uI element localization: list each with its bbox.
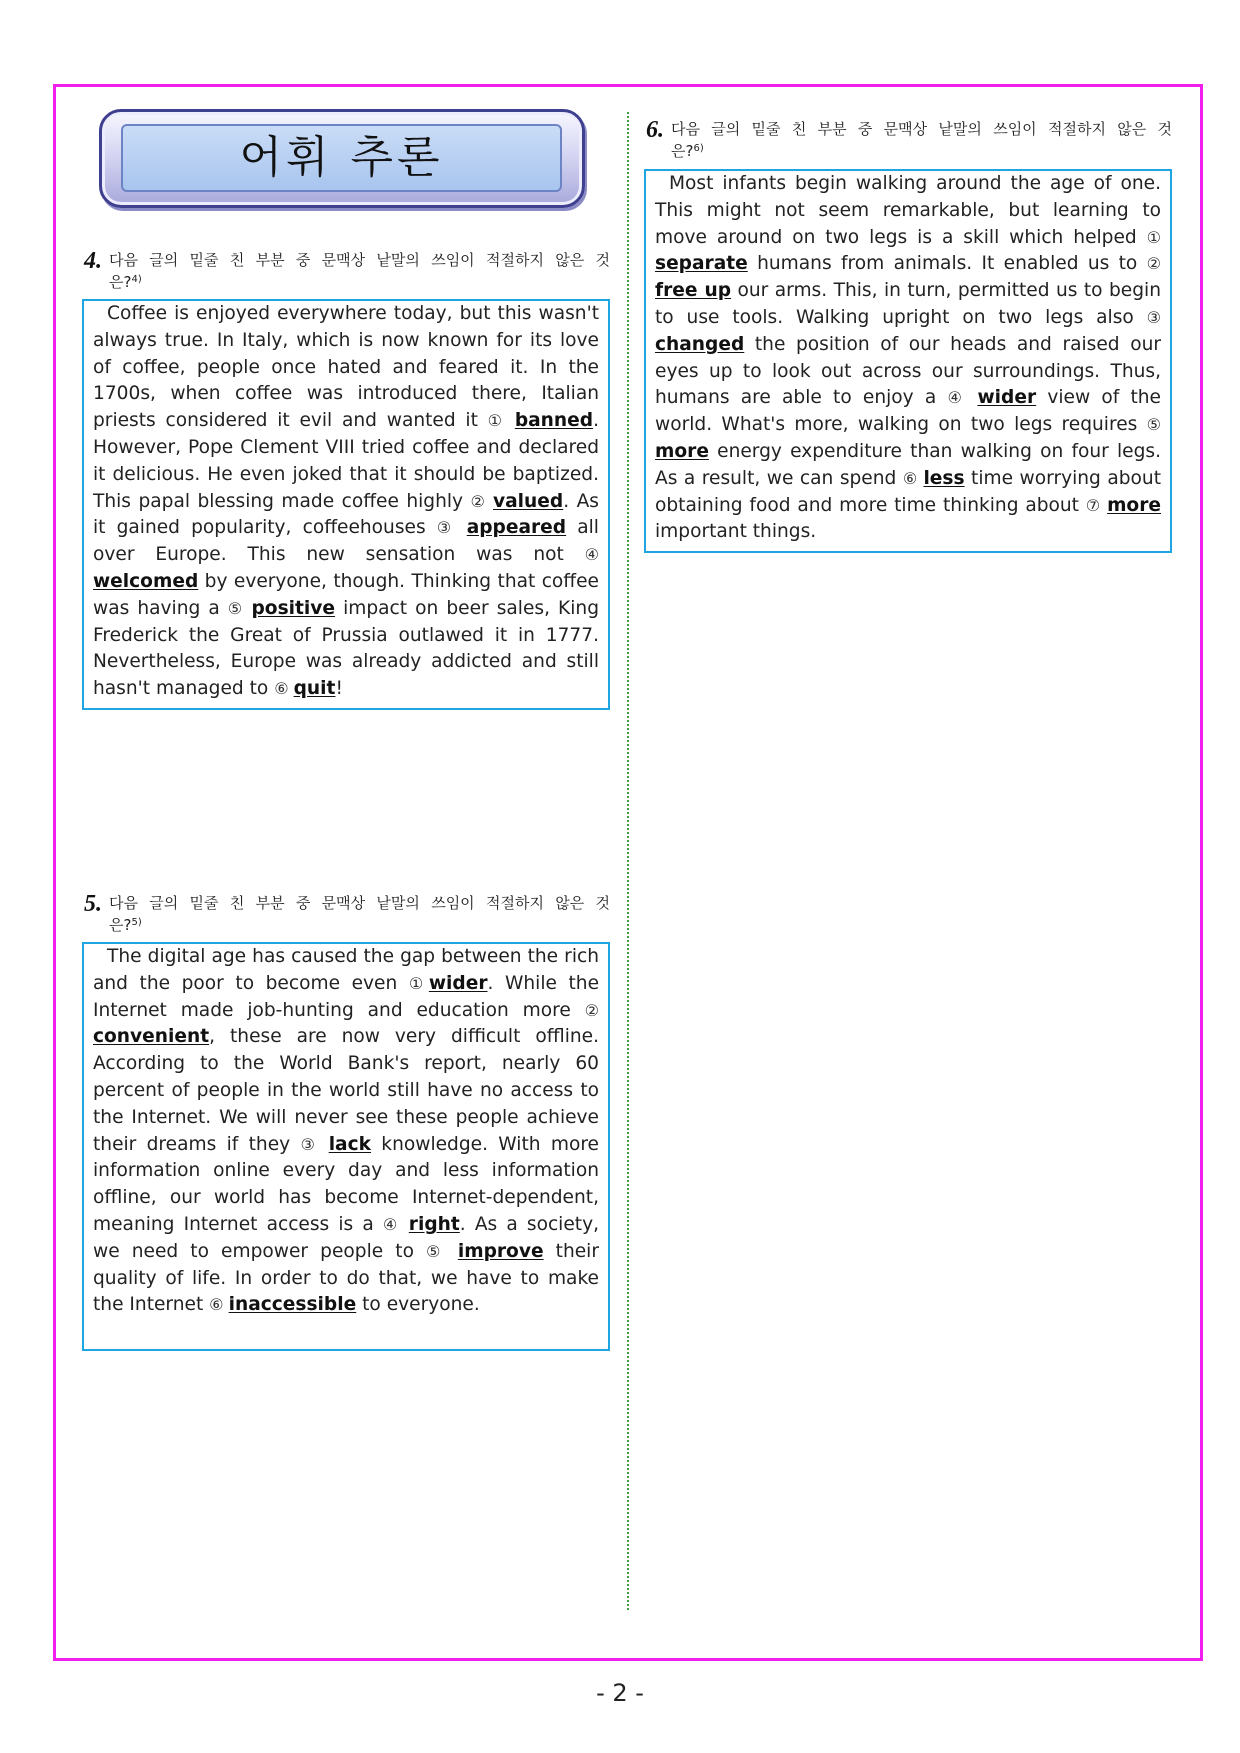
underlined-word: wider: [977, 387, 1037, 409]
underlined-word: right: [408, 1213, 460, 1235]
choice-marker: ③: [436, 518, 467, 538]
underlined-word: less: [923, 467, 965, 489]
question-prompt-line-2: [109, 270, 610, 292]
passage-segment: the position of our heads and raised our eyes up to look out across our surroundings. Thus, humans are able to enjoy a: [655, 333, 1161, 409]
question-prompt-line: 다음 글의 밑줄 친 부분 중 문맥상 낱말의 쓰임이 적절하지 않은 것: [671, 120, 1172, 138]
underlined-word: inaccessible: [228, 1294, 357, 1316]
passage-segment: The digital age has caused the gap between the rich and the poor to become even: [93, 946, 599, 994]
question-prompt-line: 다음 글의 밑줄 친 부분 중 문맥상 낱말의 쓰임이 적절하지 않은 것: [109, 894, 610, 912]
passage-segment: impact on beer sales, King Frederick the Great of Prussia outlawed it in 1777. Nevertheless, Europe was already addicted and still hasn't managed to: [93, 597, 599, 700]
passage-segment: Coffee is enjoyed everywhere today, but this wasn't always true. In Italy, which is now known for its love of coffee, people once hated and feared it. In the 1700s, when coffee was introduced there, Italian priests considered it evil and wanted it: [93, 303, 599, 432]
underlined-word: separate: [655, 253, 748, 275]
section-title-panel: [121, 124, 562, 192]
choice-marker: ①: [1146, 227, 1161, 247]
underlined-word: convenient: [93, 1026, 210, 1048]
passage-segment: all over Europe. This new sensation was not: [93, 517, 599, 566]
passage-segment: energy expenditure than walking on four legs. As a result, we can spend: [655, 440, 1161, 489]
passage-segment: view of the world. What's more, walking on two legs requires: [655, 387, 1161, 436]
choice-marker: ②: [584, 1000, 599, 1020]
underlined-word: more: [1107, 494, 1161, 516]
underlined-word: wider: [428, 972, 488, 994]
footnote-ref: 5): [131, 917, 142, 928]
question-prompt-end: 은?: [671, 142, 694, 160]
question-prompt: [109, 250, 610, 292]
page-number: - 2 -: [596, 1679, 644, 1707]
question-prompt-line-2: [671, 139, 1172, 161]
choice-marker: ③: [1146, 307, 1161, 327]
underlined-word: positive: [251, 597, 336, 619]
passage-segment: our arms. This, in turn, permitted us to begin to use tools. Walking upright on two legs also: [655, 280, 1161, 328]
passage-text: [93, 944, 599, 1319]
underlined-word: valued: [493, 490, 564, 512]
choice-marker: ④: [584, 545, 599, 565]
passage-segment: their quality of life. In order to do that, we have to make the Internet: [93, 1240, 599, 1316]
footnote-ref: 4): [131, 274, 142, 285]
passage-segment: . As it gained popularity, coffeehouses: [93, 490, 599, 539]
question-number: 5.: [84, 891, 102, 917]
underlined-word: changed: [655, 333, 745, 355]
choice-marker: ④: [947, 388, 978, 408]
question-6-passage-box: [644, 169, 1172, 553]
choice-marker: ②: [470, 491, 494, 511]
question-5-header: [84, 893, 610, 935]
choice-marker: ⑥: [902, 468, 924, 488]
underlined-word: lack: [328, 1133, 371, 1155]
passage-segment: . While the Internet made job-hunting and education more: [93, 972, 600, 1021]
column-divider: [627, 112, 629, 1610]
choice-marker: ⑥: [274, 679, 294, 699]
choice-marker: ⑥: [209, 1295, 229, 1315]
underlined-word: banned: [514, 410, 594, 432]
underlined-word: free up: [655, 280, 732, 302]
underlined-word: appeared: [466, 517, 567, 539]
passage-segment: Most infants begin walking around the age of one. This might not seem remarkable, but learning to move around on two legs is a skill which helped: [655, 173, 1161, 248]
question-4-header: [84, 250, 610, 292]
question-prompt-end: 은?: [109, 273, 132, 291]
underlined-word: improve: [457, 1240, 544, 1262]
passage-segment: humans from animals. It enabled us to: [747, 253, 1147, 275]
choice-marker: ①: [408, 973, 429, 993]
passage-segment: !: [335, 678, 343, 700]
question-prompt: [671, 119, 1172, 161]
passage-text: [655, 171, 1161, 546]
choice-marker: ⑤: [227, 598, 252, 618]
underlined-word: more: [655, 440, 709, 462]
section-title: 어휘 추론: [239, 132, 444, 183]
underlined-word: welcomed: [93, 570, 199, 592]
question-prompt: [109, 893, 610, 935]
choice-marker: ⑤: [426, 1241, 458, 1261]
question-prompt-line: 다음 글의 밑줄 친 부분 중 문맥상 낱말의 쓰임이 적절하지 않은 것: [109, 251, 610, 269]
choice-marker: ⑦: [1085, 495, 1108, 515]
question-6-header: [646, 119, 1172, 161]
underlined-word: quit: [293, 678, 336, 700]
passage-segment: important things.: [655, 521, 817, 543]
passage-segment: . However, Pope Clement VIII tried coffee and declared it delicious. He even joked that it should be baptized. This papal blessing made coffee highly: [93, 410, 599, 512]
question-number: 4.: [84, 248, 102, 274]
passage-segment: by everyone, though. Thinking that coffee was having a: [93, 570, 599, 619]
choice-marker: ②: [1146, 254, 1161, 274]
passage-segment: . As a society, we need to empower people to: [93, 1213, 599, 1262]
choice-marker: ④: [382, 1214, 409, 1234]
choice-marker: ①: [487, 411, 515, 431]
passage-segment: knowledge. With more information online every day and less information offline, our world has become Internet-dependent, meaning Internet access is a: [93, 1133, 599, 1235]
passage-text: [93, 301, 599, 703]
choice-marker: ⑤: [1146, 415, 1161, 435]
question-5-passage-box: [82, 942, 610, 1351]
footnote-ref: 6): [693, 143, 704, 154]
section-title-badge: [99, 109, 585, 208]
choice-marker: ③: [300, 1134, 329, 1154]
passage-segment: to everyone.: [356, 1294, 480, 1316]
passage-segment: time worrying about obtaining food and more time thinking about: [655, 467, 1161, 516]
passage-segment: , these are now very difficult offline. According to the World Bank's report, nearly 60 percent of people in the world still have no access to the Internet. We will never see these people achieve their dreams if they: [93, 1026, 599, 1155]
question-4-passage-box: [82, 299, 610, 710]
question-prompt-end: 은?: [109, 916, 132, 934]
question-prompt-line-2: [109, 913, 610, 935]
question-number: 6.: [646, 117, 664, 143]
